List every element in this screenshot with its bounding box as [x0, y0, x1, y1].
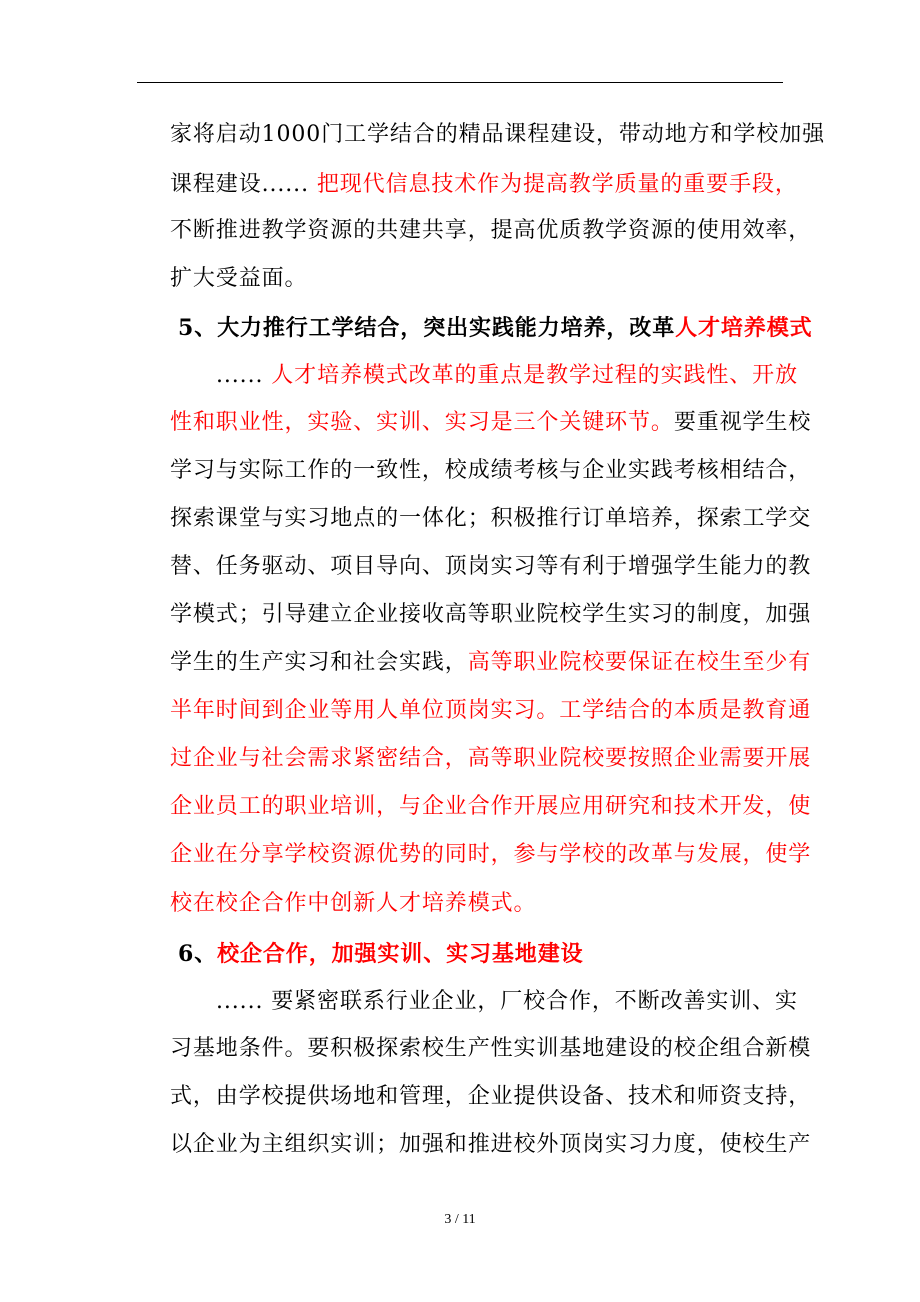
body-line	[170, 170, 798, 200]
heading-highlight: 人才培养模式	[675, 315, 813, 341]
body-line	[170, 792, 811, 822]
highlighted-text: 性和职业性，实验、实训、实习是三个关键环节。	[170, 410, 674, 435]
line-text: 要重视学生校	[673, 410, 812, 435]
highlighted-text: 高等职业院校要保证在校生至少有	[467, 650, 812, 675]
body-line	[170, 504, 811, 534]
body-line	[170, 456, 811, 486]
line-text: ...... 要紧密联系行业企业，厂校合作，不断改善实训、实	[216, 989, 798, 1014]
body-line	[170, 552, 811, 582]
body-line	[170, 264, 307, 294]
line-text: 学习与实际工作的一致性，校成绩考核与企业实践考核相结合，	[170, 458, 812, 483]
highlighted-text: 企业员工的职业培训，与企业合作开展应用研究和技术开发，使	[170, 794, 812, 819]
line-text: 习基地条件。要积极探索校生产性实训基地建设的校企组合新模	[170, 1036, 812, 1061]
body-line	[170, 696, 811, 726]
line-text: 学生的生产实习和社会实践，	[170, 650, 468, 675]
highlighted-text: 校在校企合作中创新人才培养模式。	[170, 891, 537, 916]
page-number: 3 / 11	[444, 1212, 476, 1227]
header-rule	[137, 82, 783, 83]
line-text: 探索课堂与实习地点的一体化；积极推行订单培养，探索工学交	[170, 506, 812, 531]
line-text: 扩大受益面。	[170, 266, 308, 291]
line-text: 以企业为主组织实训；加强和推进校外顶岗实习力度，使校生产	[170, 1132, 812, 1157]
highlighted-text: 把现代信息技术作为提高教学质量的重要手段，	[316, 172, 798, 197]
line-text: 课程建设......	[170, 172, 309, 197]
highlighted-text: 企业在分享学校资源优势的同时，参与学校的改革与发展，使学	[170, 842, 812, 867]
body-line	[170, 1130, 811, 1160]
highlighted-text: 半年时间到企业等用人单位顶岗实习。工学结合的本质是教育通	[170, 698, 812, 723]
line-text: ......	[216, 363, 264, 388]
section-heading-5	[178, 313, 813, 343]
body-line	[216, 987, 798, 1017]
highlighted-text: 过企业与社会需求紧密结合，高等职业院校要按照企业需要开展	[170, 746, 812, 771]
body-line	[170, 1082, 811, 1112]
body-line	[170, 216, 811, 246]
body-line	[170, 1034, 811, 1064]
body-line	[170, 120, 825, 150]
heading-highlight: 校企合作，加强实训、实习基地建设	[217, 941, 584, 967]
highlighted-text: 人才培养模式改革的重点是教学过程的实践性、开放	[271, 363, 798, 388]
body-line	[170, 648, 811, 678]
body-line	[170, 840, 811, 870]
body-line	[170, 889, 536, 919]
body-line	[170, 600, 811, 630]
line-text: 家将启动1000门工学结合的精品课程建设，带动地方和学校加强	[170, 122, 825, 147]
body-line	[216, 361, 798, 391]
line-text: 式，由学校提供场地和管理，企业提供设备、技术和师资支持，	[170, 1084, 812, 1109]
heading-text: 6、	[178, 941, 218, 967]
line-text: 学模式；引导建立企业接收高等职业院校学生实习的制度，加强	[170, 602, 812, 627]
heading-text: 5、大力推行工学结合，突出实践能力培养，改革	[178, 315, 676, 341]
body-line	[170, 744, 811, 774]
section-heading-6	[178, 939, 584, 969]
body-line	[170, 408, 811, 438]
line-text: 替、任务驱动、项目导向、顶岗实习等有利于增强学生能力的教	[170, 554, 812, 579]
line-text: 不断推进教学资源的共建共享，提高优质教学资源的使用效率，	[170, 218, 812, 243]
